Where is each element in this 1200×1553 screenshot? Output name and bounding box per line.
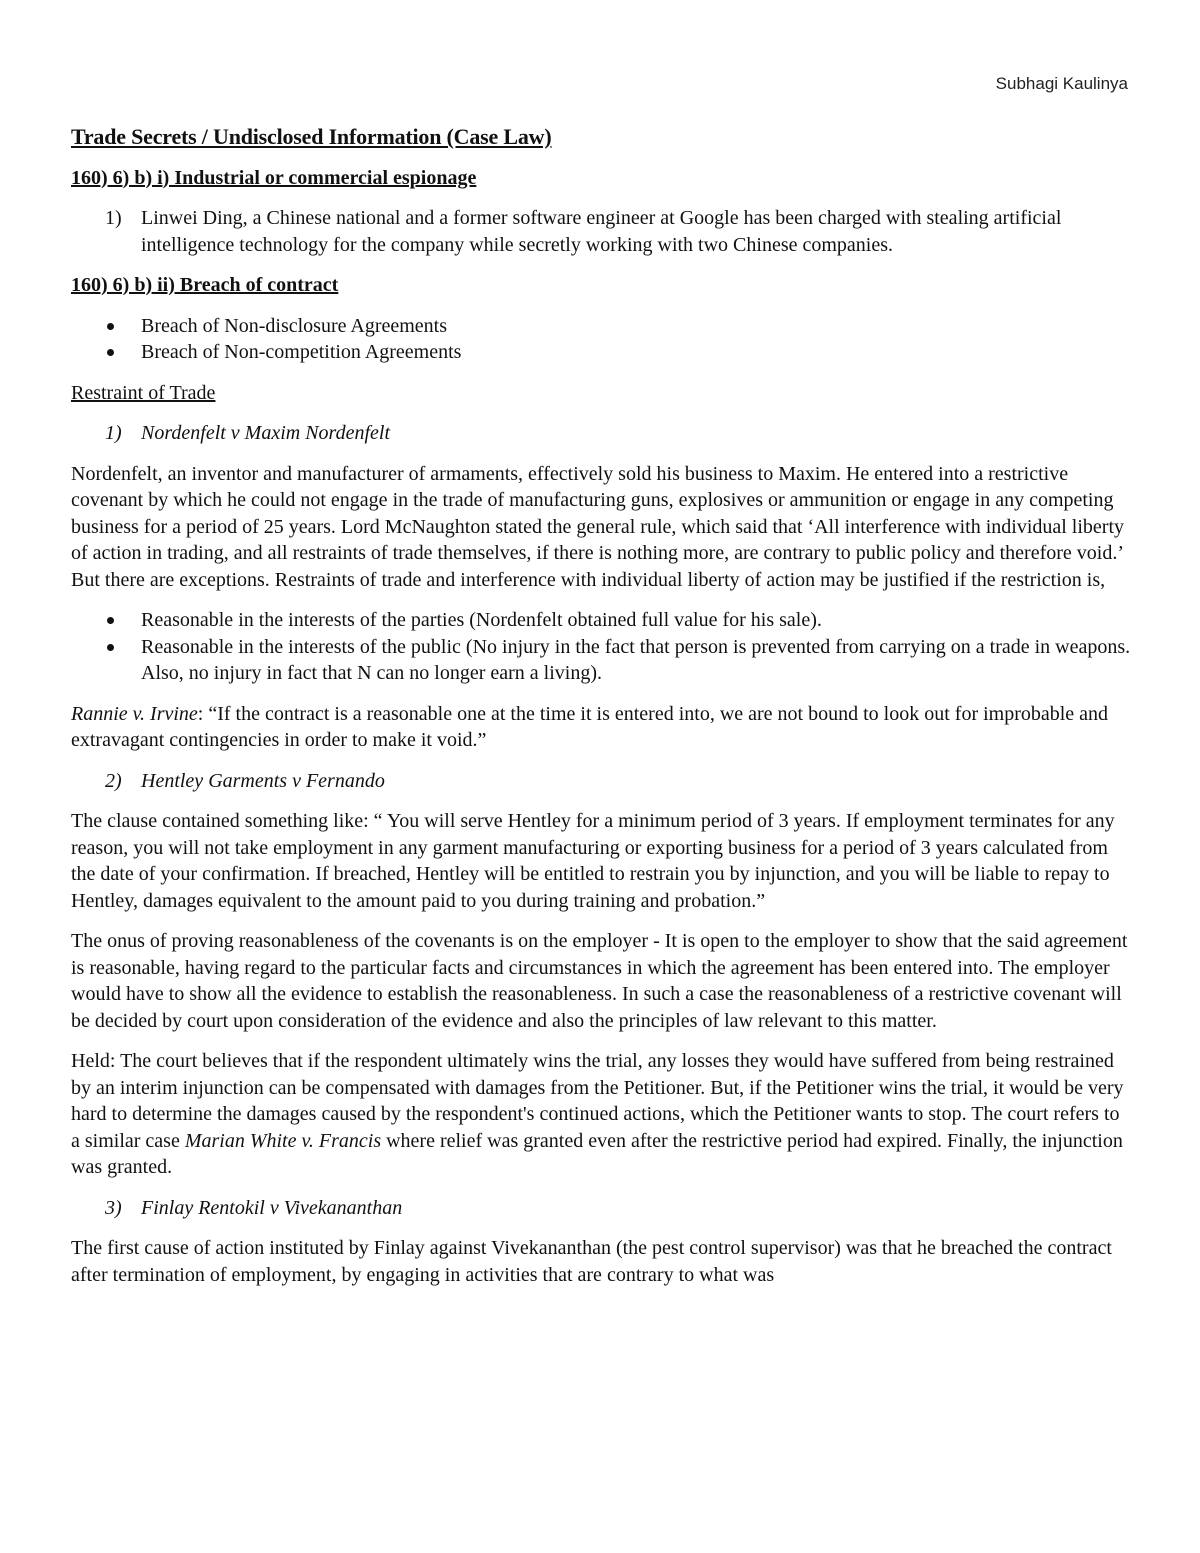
case-number: 1): [105, 422, 122, 444]
case-heading-hentley: [71, 768, 1133, 795]
list-item-text: Reasonable in the interests of the public (No injury in the fact that person is prevented from carrying on a trade in weapons. Also, no injury in fact that N can no longer earn a living).: [141, 635, 1131, 684]
section-heading-espionage: 160) 6) b) i) Industrial or commercial espionage: [71, 166, 477, 189]
bullet-icon: [107, 349, 114, 356]
bullet-icon: [107, 644, 114, 651]
held-text: Held: The court believes that if the respondent ultimately wins the trial, any losses they would have suffered from being restrained by an interim injunction can be compensated with damages from the Petitioner. But, if the Petitioner wins the trial, it would be very hard to determine the damages caused by the respondent's continued actions, which the Petitioner wants to stop. The court refers to a similar case: [71, 1050, 1124, 1152]
list-item-text: Breach of Non-competition Agreements: [141, 341, 462, 363]
list-item-text: Linwei Ding, a Chinese national and a former software engineer at Google has been charged with stealing artificial intelligence technology for the company while secretly working with two Chinese companies.: [141, 207, 1062, 256]
held-text-end: where relief was granted even after the restrictive period had expired. Finally, the injunction was granted.: [71, 1129, 1123, 1178]
reasonable-list: [71, 607, 1133, 687]
case-name: Nordenfelt v Maxim Nordenfelt: [141, 422, 391, 444]
case-heading-list: [71, 420, 1133, 447]
case-heading-nordenfelt: [71, 420, 1133, 447]
case-heading-finlay: [71, 1195, 1133, 1222]
case-name: Hentley Garments v Fernando: [141, 769, 385, 792]
hentley-clause: The clause contained something like: “ You will serve Hentley for a minimum period of 3 years. If employment terminates for any reason, you will not take employment in any garment manufacturing or exporting business for a period of 3 years calculated from the date of your confirmation. If breached, Hentley will be entitled to restrain you by injunction, and you will be liable to repay to Hentley, damages equivalent to the amount paid to you during training and probation.”: [71, 810, 1115, 912]
list-item: [71, 607, 1133, 634]
hentley-held: [71, 1048, 1133, 1181]
quote-text: : “If the contract is a reasonable one at the time it is entered into, we are not bound to look out for improbable and extravagant contingencies in order to make it void.”: [71, 702, 1109, 751]
list-number: 1): [105, 207, 122, 229]
section-heading-breach: 160) 6) b) ii) Breach of contract: [71, 274, 339, 296]
bullet-icon: [107, 617, 114, 624]
case-heading-list: [71, 768, 1133, 795]
case-number: 3): [105, 1196, 122, 1219]
case-citation: Marian White v. Francis: [184, 1129, 382, 1152]
case-name: Finlay Rentokil v Vivekananthan: [141, 1196, 403, 1219]
list-item-text: Breach of Non-disclosure Agreements: [141, 314, 448, 337]
breach-list: [71, 313, 1133, 366]
hentley-onus: The onus of proving reasonableness of the covenants is on the employer - It is open to the employer to show that the said agreement is reasonable, having regard to the particular facts and circumstances in which the agreement has been entered into. The employer would have to show all the evidence to establish the reasonableness. In such a case the reasonableness of a restrictive covenant will be decided by court upon consideration of the evidence and also the principles of law relevant to this matter.: [71, 930, 1128, 1032]
document-body: [71, 124, 1133, 1302]
author-name: Subhagi Kaulinya: [995, 74, 1128, 93]
page-title: Trade Secrets / Undisclosed Information (Case Law): [71, 124, 552, 149]
list-item: [71, 313, 1133, 340]
case-body-finlay: The first cause of action instituted by Finlay against Vivekananthan (the pest control supervisor) was that he breached the contract after termination of employment, by engaging in activities that are contrary to what was: [71, 1237, 1112, 1286]
list-item: [71, 205, 1133, 258]
list-item-text: Reasonable in the interests of the parties (Nordenfelt obtained full value for his sale).: [141, 609, 822, 631]
bullet-icon: [107, 323, 114, 330]
rannie-quote: [71, 701, 1133, 754]
case-body-nordenfelt: Nordenfelt, an inventor and manufacturer of armaments, effectively sold his business to Maxim. He entered into a restrictive covenant by which he could not engage in the trade of manufacturing guns, explosives or ammunition or engage in any competing business for a period of 25 years. Lord McNaughton stated the general rule, which said that ‘All interference with individual liberty of action in trading, and all restraints of trade themselves, if there is nothing more, are contrary to public policy and therefore void.’ But there are exceptions. Restraints of trade and interference with individual liberty of action may be justified if the restriction is,: [71, 462, 1125, 591]
case-citation: Rannie v. Irvine: [71, 702, 198, 725]
restraint-heading: Restraint of Trade: [71, 381, 216, 404]
case-number: 2): [105, 769, 122, 792]
case-heading-list: [71, 1195, 1133, 1222]
list-item: [71, 339, 1133, 366]
list-item: [71, 634, 1133, 687]
espionage-list: [71, 205, 1133, 258]
